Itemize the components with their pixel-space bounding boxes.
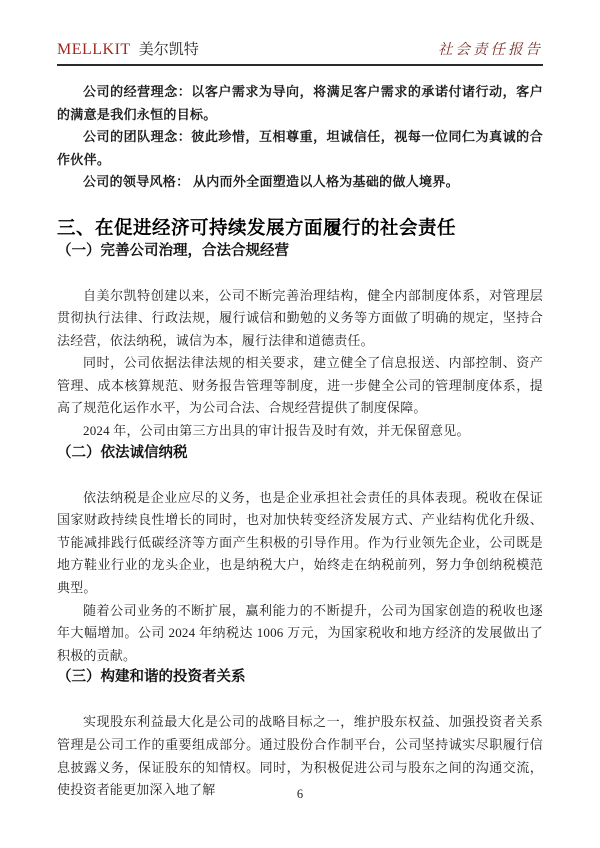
paragraph-team-philosophy: 公司的团队理念：彼此珍惜，互相尊重，坦诚信任，视每一位同仁为真诚的合作伙伴。	[57, 129, 543, 167]
subsection-title-3: （三）构建和谐的投资者关系	[57, 669, 246, 686]
paragraph-business-philosophy: 公司的经营理念：以客户需求为导向，将满足客户需求的承诺付诸行动，客户的满意是我们永恒的目标。	[57, 84, 543, 122]
page-header	[57, 0, 543, 66]
company-logo	[57, 41, 199, 59]
paragraph: 依法纳税是企业应尽的义务，也是企业承担社会责任的具体表现。税收在保证国家财政持续良性增长的同时，也对加快转变经济发展方式、产业结构优化升级、节能减排践行低碳经济等方面产生积极的引导作用。作为行业领先企业，公司既是地方鞋业行业的龙头企业，也是纳税大户，始终走在纳税前列，努力争创纳税模范典型。	[57, 489, 543, 596]
paragraph: 随着公司业务的不断扩展，赢利能力的不断提升，公司为国家创造的税收也逐年大幅增加。公司 2024 年纳税达 1006 万元，为国家税收和地方经济的发展做出了积极的贡献。	[57, 602, 543, 663]
page-number: 6	[296, 787, 304, 801]
paragraph: 自美尔凯特创建以来，公司不断完善治理结构，健全内部制度体系，对管理层贯彻执行法律、行政法规，履行诚信和勤勉的义务等方面做了明确的规定，坚持合法经营，依法纳税，诚信为本，履行法律和道德责任。	[57, 287, 543, 348]
paragraph: 实现股东利益最大化是公司的战略目标之一，维护股东权益、加强投资者关系管理是公司工作的重要组成部分。通过股份合作制平台，公司坚持诚实尽职履行信息披露义务，保证股东的知情权。同时，为积极促进公司与股东之间的沟通交流，使投资者能更加深入地了解	[57, 714, 543, 798]
logo-chinese-name: 美尔凯特	[138, 42, 199, 58]
paragraph-leadership-style: 公司的领导风格： 从内而外全面塑造以人格为基础的做人境界。	[83, 174, 459, 189]
paragraph: 2024 年，公司由第三方出具的审计报告及时有效，并无保留意见。	[83, 423, 470, 439]
subsection-title-2: （二）依法诚信纳税	[57, 444, 188, 461]
subsection-title-1: （一）完善公司治理，合法合规经营	[57, 242, 289, 259]
section-title: 三、在促进经济可持续发展方面履行的社会责任	[57, 216, 457, 238]
report-title: 社会责任报告	[438, 42, 543, 58]
intro-block	[57, 81, 543, 194]
paragraph: 同时，公司依据法律法规的相关要求，建立健全了信息报送、内部控制、资产管理、成本核算规范、财务报告管理等制度，进一步健全公司的管理制度体系，提高了规范化运作水平，为公司合法、合规经营提供了制度保障。	[57, 355, 543, 416]
logo-wordmark: MELLKIT	[57, 41, 131, 58]
